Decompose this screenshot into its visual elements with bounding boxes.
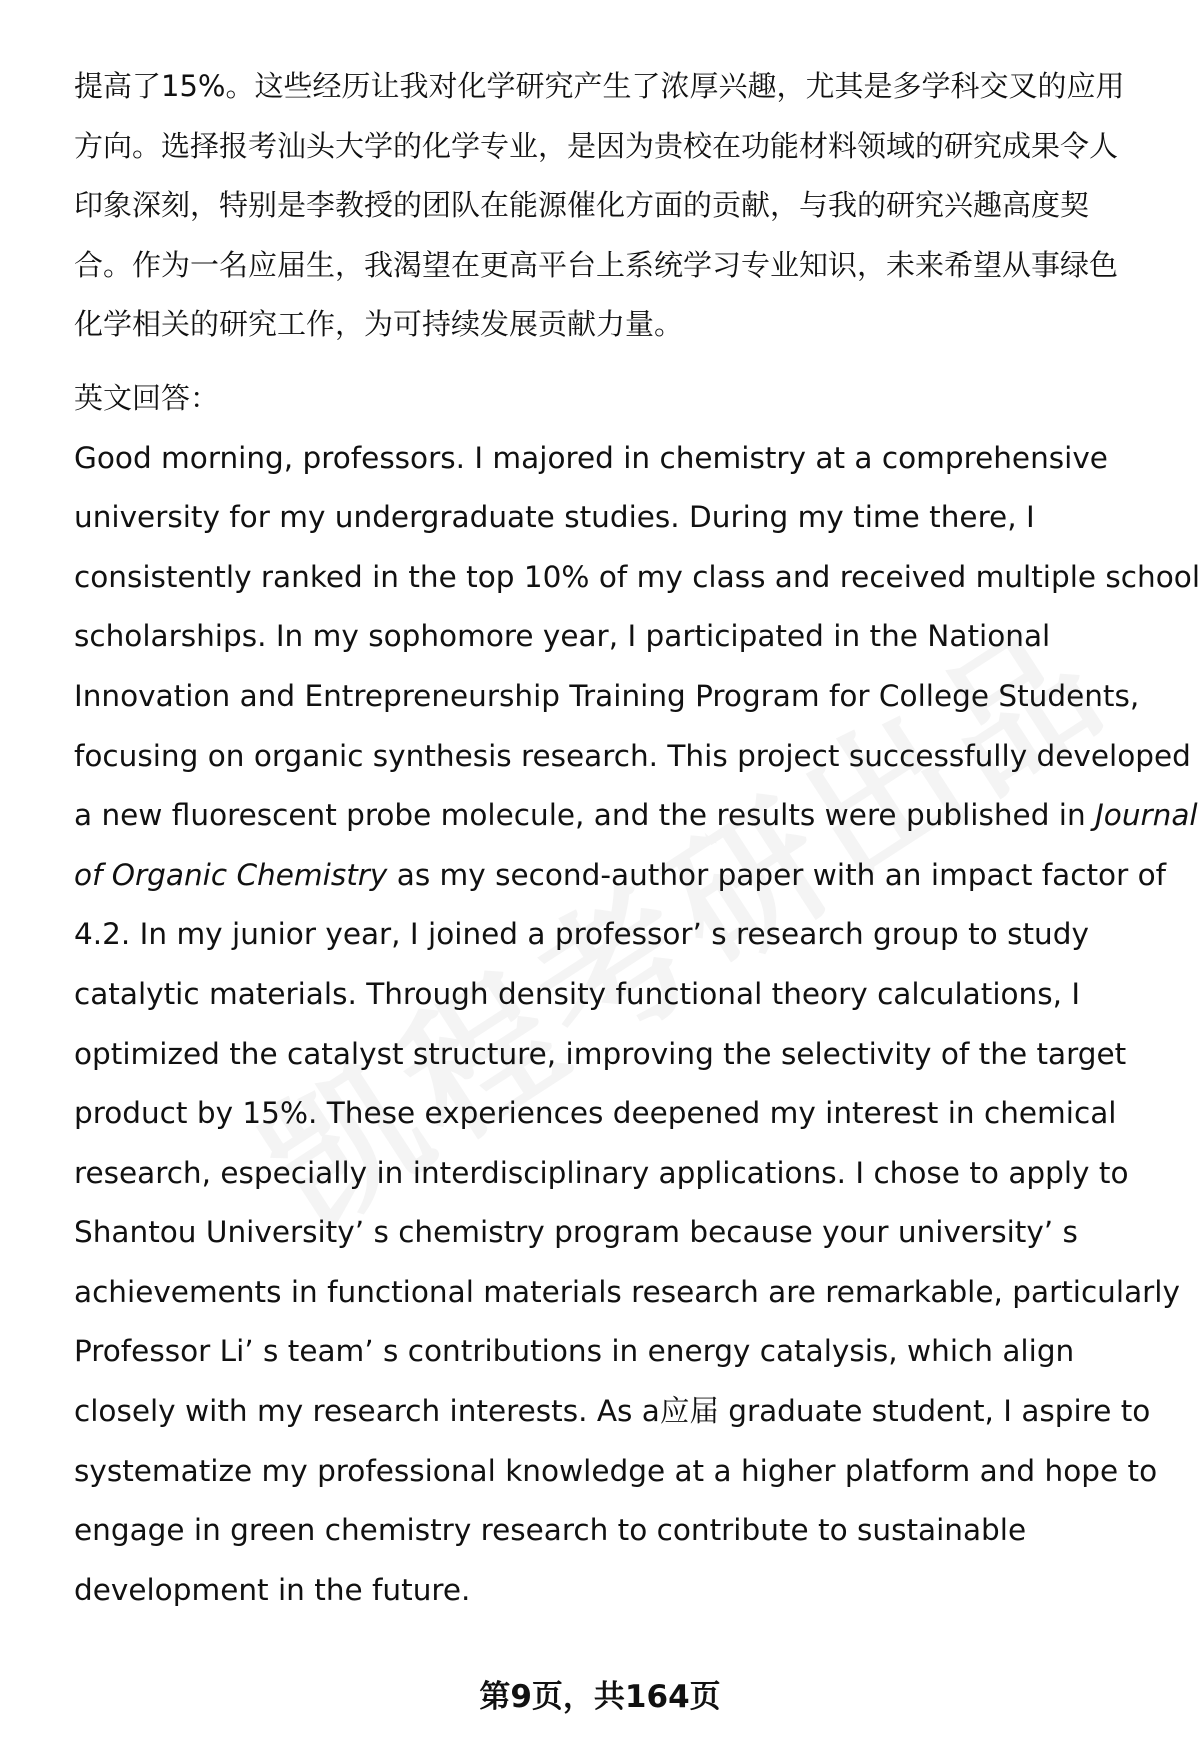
text-line: achievements in functional materials research are remarkable, particularly [74,1274,1180,1309]
document-content [74,57,1200,1620]
text-line [74,846,1167,906]
text-line: scholarships. In my sophomore year, I participated in the National [74,619,1051,654]
text-line: Innovation and Entrepreneurship Training Program for College Students, [74,678,1140,713]
text-line: 提高了15%。这些经历让我对化学研究产生了浓厚兴趣，尤其是多学科交叉的应用 [74,69,1125,103]
page-number: 第9页，共164页 [479,1679,721,1715]
text-line: development in the future. [74,1572,471,1607]
text-line: product by 15%. These experiences deepened my interest in chemical [74,1096,1117,1131]
english-answer-heading: 英文回答： [74,380,220,415]
chinese-paragraph [74,57,1164,355]
text-line: Professor Li’ s team’ s contributions in energy catalysis, which align [74,1334,1075,1369]
text-line: systematize my professional knowledge at a higher platform and hope to [74,1453,1158,1488]
text-span: a new fluorescent probe molecule, and the results were published in [74,798,1096,833]
text-line: Good morning, professors. I majored in chemistry at a comprehensive [74,440,1108,475]
text-line: 方向。选择报考汕头大学的化学专业，是因为贵校在功能材料领域的研究成果令人 [74,128,1119,163]
text-line: optimized the catalyst structure, improving the selectivity of the target [74,1036,1127,1071]
text-line: closely with my research interests. As a应届 graduate student, I aspire to [74,1394,1151,1429]
text-line: Shantou University’ s chemistry program because your university’ s [74,1215,1078,1250]
text-line: 合。作为一名应届生，我渴望在更高平台上系统学习专业知识，未来希望从事绿色 [74,247,1119,282]
text-line: 印象深刻，特别是李教授的团队在能源催化方面的贡献，与我的研究兴趣高度契 [74,188,1090,223]
text-line: engage in green chemistry research to contribute to sustainable [74,1513,1027,1548]
text-line [74,786,1198,846]
journal-title-part: Journal [1095,798,1198,833]
text-line: research, especially in interdisciplinary applications. I chose to apply to [74,1155,1129,1190]
text-line: 4.2. In my junior year, I joined a professor’ s research group to study [74,917,1089,952]
text-span: as my second-author paper with an impact factor of [387,857,1167,892]
english-paragraph [74,429,1200,1621]
text-line: 化学相关的研究工作，为可持续发展贡献力量。 [74,307,684,342]
text-line: catalytic materials. Through density functional theory calculations, I [74,976,1081,1011]
text-line: university for my undergraduate studies. During my time there, I [74,500,1035,535]
text-line: focusing on organic synthesis research. This project successfully developed [74,738,1191,773]
text-line: consistently ranked in the top 10% of my class and received multiple school [74,559,1200,594]
journal-title-part: of Organic Chemistry [74,857,388,892]
